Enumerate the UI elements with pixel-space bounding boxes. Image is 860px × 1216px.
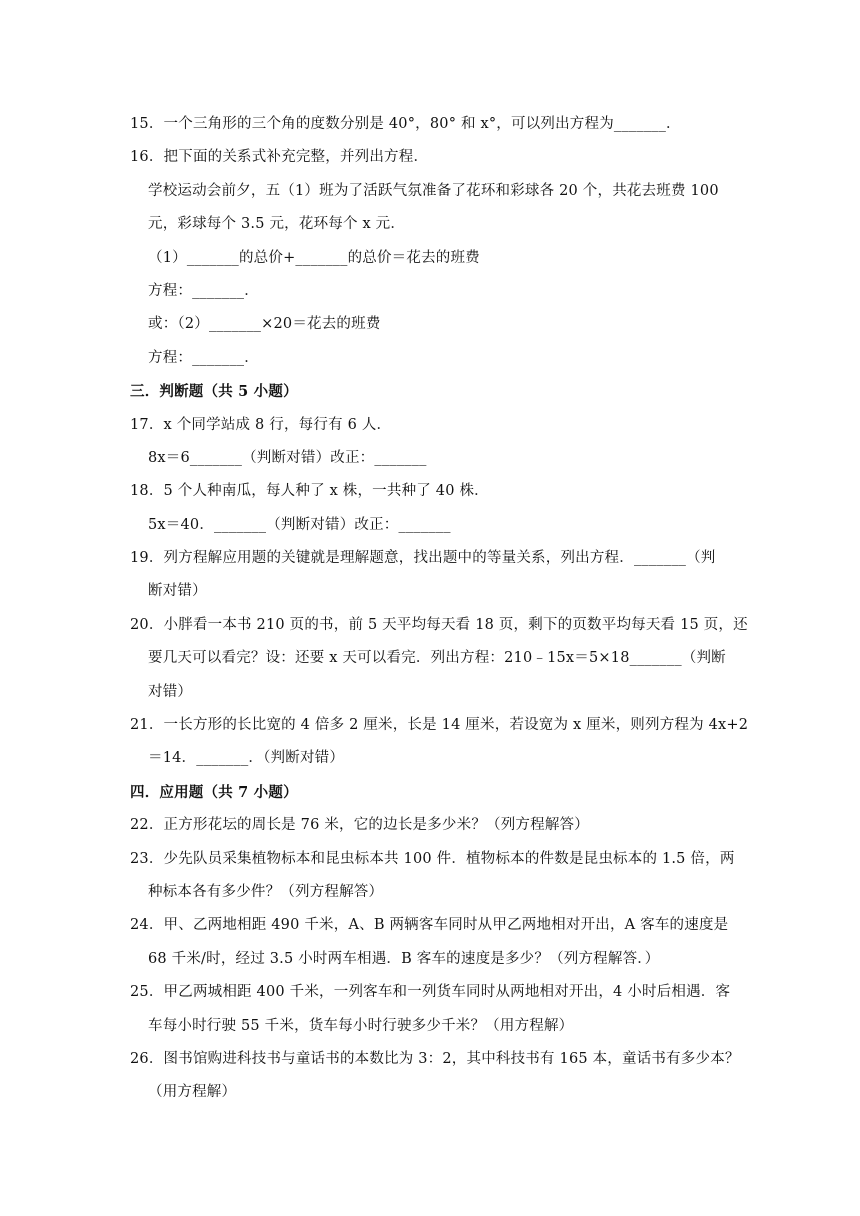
question-continuation: 或：（2）_______×20＝花去的班费 <box>148 316 381 333</box>
question-line: 22．正方形花坛的周长是 76 米，它的边长是多少米？（列方程解答） <box>130 817 589 834</box>
question-line: 16．把下面的关系式补充完整，并列出方程． <box>130 149 429 166</box>
question-line: 19．列方程解应用题的关键就是理解题意，找出题中的等量关系，列出方程．_______（判 <box>130 550 716 567</box>
question-line: 26．图书馆购进科技书与童话书的本数比为 3：2，其中科技书有 165 本，童话书有多少本？ <box>130 1050 740 1067</box>
question-continuation: 种标本各有多少件？（列方程解答） <box>148 883 384 900</box>
question-line: 21．一长方形的长比宽的 4 倍多 2 厘米，长是 14 厘米，若设宽为 x 厘米，则列方程为 4x+2 <box>130 717 749 734</box>
question-continuation: 68 千米/时，经过 3.5 小时两车相遇．B 客车的速度是多少？（列方程解答．） <box>148 950 660 967</box>
question-list <box>130 108 749 1110</box>
question-line: 15．一个三角形的三个角的度数分别是 40°，80° 和 x°，可以列出方程为_______． <box>130 116 681 132</box>
question-line: 18．5 个人种南瓜，每人种了 x 株，一共种了 40 株． <box>130 483 489 500</box>
question-line: 17．x 个同学站成 8 行，每行有 6 人． <box>130 416 392 433</box>
question-continuation: ＝14．_______．（判断对错） <box>148 750 345 767</box>
question-continuation: （用方程解） <box>148 1084 237 1101</box>
question-line: 23．少先队员采集植物标本和昆虫标本共 100 件．植物标本的件数是昆虫标本的 1.5 倍，两 <box>130 850 735 867</box>
question-continuation: 5x＝40．_______（判断对错）改正：_______ <box>148 516 451 533</box>
question-continuation: 断对错） <box>148 583 207 600</box>
question-continuation: 方程：_______． <box>148 349 259 366</box>
question-continuation: 学校运动会前夕，五（1）班为了活跃气氛准备了花环和彩球各 20 个，共花去班费 100 <box>148 182 719 199</box>
question-continuation: 车每小时行驶 55 千米，货车每小时行驶多少千米？（用方程解） <box>148 1017 574 1034</box>
question-continuation: 对错） <box>148 683 193 700</box>
question-continuation: （1）_______的总价+_______的总价＝花去的班费 <box>148 249 480 266</box>
question-line: 25．甲乙两城相距 400 千米，一列客车和一列货车同时从两地相对开出，4 小时后相遇．客 <box>130 984 731 1001</box>
question-continuation: 8x＝6_______（判断对错）改正：_______ <box>148 449 427 466</box>
section-heading: 三．判断题（共 5 小题） <box>130 383 298 401</box>
section-heading: 四．应用题（共 7 小题） <box>130 783 298 801</box>
question-continuation: 元，彩球每个 3.5 元，花环每个 x 元． <box>148 216 406 233</box>
question-continuation: 方程：_______． <box>148 282 259 299</box>
question-continuation: 要几天可以看完？设：还要 x 天可以看完．列出方程：210﹣15x＝5×18_______（判断 <box>148 650 726 667</box>
question-line: 20．小胖看一本书 210 页的书，前 5 天平均每天看 18 页，剩下的页数平均每天看 15 页，还 <box>130 616 748 633</box>
question-line: 24．甲、乙两地相距 490 千米，A、B 两辆客车同时从甲乙两地相对开出，A 客车的速度是 <box>130 917 729 934</box>
